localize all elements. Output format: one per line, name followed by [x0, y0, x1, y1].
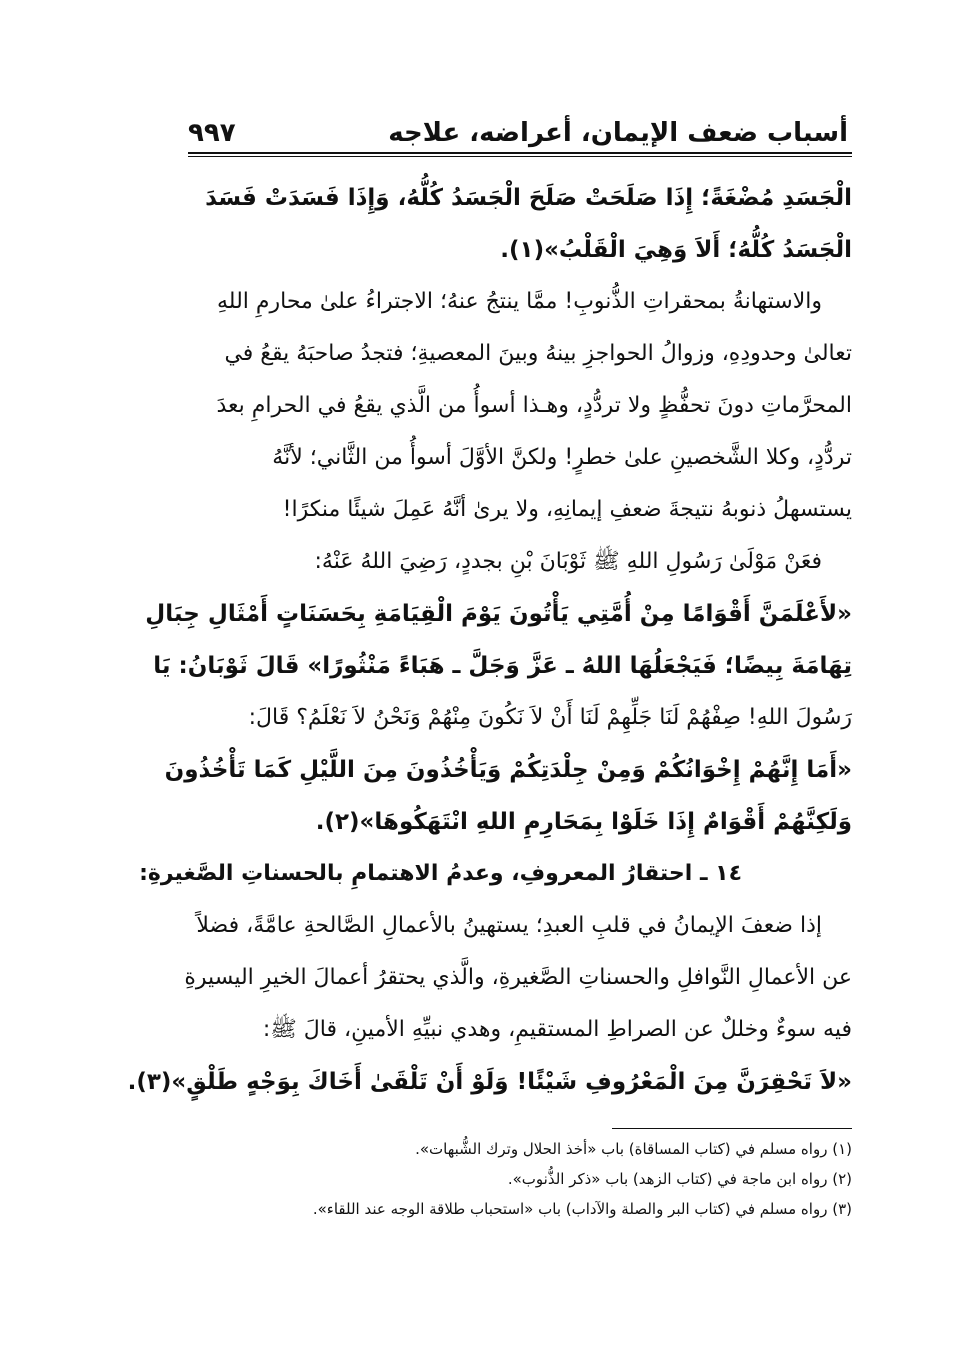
- hadith-line: وَلَكِنَّهُمْ أَقْوَامٌ إِذَا خَلَوْا بِمَحَارِمِ اللهِ انْتَهَكُوهَا»(٢).: [315, 809, 852, 835]
- hadith-line: تِهَامَةَ بِيضًا؛ فَيَجْعَلُهَا اللهُ ـ عَزَّ وَجَلَّ ـ هَبَاءً مَنْثُورًا» قَالَ ثَوْبَانُ: يَا: [153, 653, 852, 679]
- hadith-line: «لأَعْلَمَنَّ أَقْوَامًا مِنْ أُمَّتِي يَأْتُونَ يَوْمَ الْقِيَامَةِ بِحَسَنَاتٍ أَمْثَالِ جِبَالِ: [145, 601, 852, 627]
- page-header: [188, 112, 848, 156]
- footnotes: [160, 1134, 852, 1224]
- section-heading: ١٤ ـ احتقارُ المعروفِ، وعدمُ الاهتمامِ بالحسناتِ الصَّغيرةِ:: [139, 861, 742, 886]
- text-line: يستسهلُ ذنوبهُ نتيجةَ ضعفِ إيمانِهِ، ولا يرىٰ أنَّهُ عَمِلَ شيئًا منكرًا!: [282, 497, 852, 522]
- header-rule: [188, 152, 852, 154]
- text-line: فعَنْ مَوْلَىٰ رَسُولِ اللهِ ﷺ ثَوْبَانَ بْنِ بجددٍ، رَضِيَ اللهُ عَنْهُ:: [314, 549, 822, 574]
- running-title: أسباب ضعف الإيمان، أعراضه، علاجه: [388, 118, 848, 148]
- hadith-line: «لاَ تَحْقِرَنَّ مِنَ الْمَعْرُوفِ شَيْئًا! وَلَوْ أَنْ تَلْقَىٰ أَخَاكَ بِوَجْهٍ طَلْقٍ»(٣).: [127, 1069, 852, 1095]
- footnote-separator: [612, 1128, 852, 1129]
- text-line: والاستهانةُ بمحقراتِ الذُّنوبِ! ممَّا ينتجُ عنهُ؛ الاجتراءُ علىٰ محارمِ اللهِ: [217, 289, 822, 314]
- text-line: المحرَّماتِ دونَ تحفُّظٍ ولا تردُّدٍ، وهـذا أسوأُ من الَّذي يقعُ في الحرامِ بعدَ: [216, 393, 852, 418]
- footnote: (٣) رواه مسلم في (كتاب البر والصلة والآداب) باب «استحباب طلاقة الوجه عند اللقاء».: [312, 1200, 852, 1218]
- footnote: (٢) رواه ابن ماجة في (كتاب الزهد) باب «ذكر الذُّنوب».: [507, 1170, 852, 1188]
- main-text: [127, 172, 852, 1108]
- text-line: فيه سوءٌ وخللٌ عن الصراطِ المستقيمِ، وهدي نبيِّهِ الأمينِ، قالَ ﷺ:: [262, 1017, 852, 1042]
- hadith-line: «أَمَا إِنَّهُمْ إِخْوَانُكُمْ وَمِنْ جِلْدَتِكُمْ وَيَأْخُذُونَ مِنَ اللَّيْلِ كَمَا تَأْخُذُونَ: [164, 757, 852, 783]
- page-number: ٩٩٧: [188, 118, 236, 148]
- text-line: الْجَسَدِ مُضْغَةً؛ إِذَا صَلَحَتْ صَلَحَ الْجَسَدُ كُلُّهُ، وَإِذَا فَسَدَتْ فَسَدَ: [205, 185, 852, 211]
- text-line: عن الأعمالِ النَّوافلِ والحسناتِ الصَّغيرةِ، والَّذي يحتقرُ أعمالَ الخيرِ اليسيرةِ: [184, 965, 852, 990]
- text-line: رَسُولَ اللهِ! صِفْهُمْ لَنَا جَلِّهِمْ لَنَا أَنْ لاَ نَكُونَ مِنْهُمْ وَنَحْنُ لاَ نَعْلَمُ؟ قَالَ:: [248, 705, 852, 730]
- header-rule-thin: [188, 156, 852, 157]
- text-line: الْجَسَدُ كُلُّهُ؛ أَلاَ وَهِيَ الْقَلْبُ»(١).: [500, 237, 852, 263]
- footnote: (١) رواه مسلم في (كتاب المساقاة) باب «أخذ الحلال وترك الشُّبهات».: [415, 1140, 852, 1158]
- text-line: تعالىٰ وحدودِهِ، وزوالُ الحواجزِ بينهُ وبينَ المعصيةِ؛ فتجدُ صاحبَهُ يقعُ في: [224, 341, 852, 366]
- text-line: إذا ضعفَ الإيمانُ في قلبِ العبدِ؛ يستهينُ بالأعمالِ الصَّالحةِ عامَّةً، فضلاً: [196, 913, 822, 938]
- text-line: تردُّدٍ، وكلا الشَّخصينِ علىٰ خطرٍ! ولكنَّ الأوَّلَ أسوأُ من الثَّاني؛ لأنَّهُ: [272, 445, 852, 470]
